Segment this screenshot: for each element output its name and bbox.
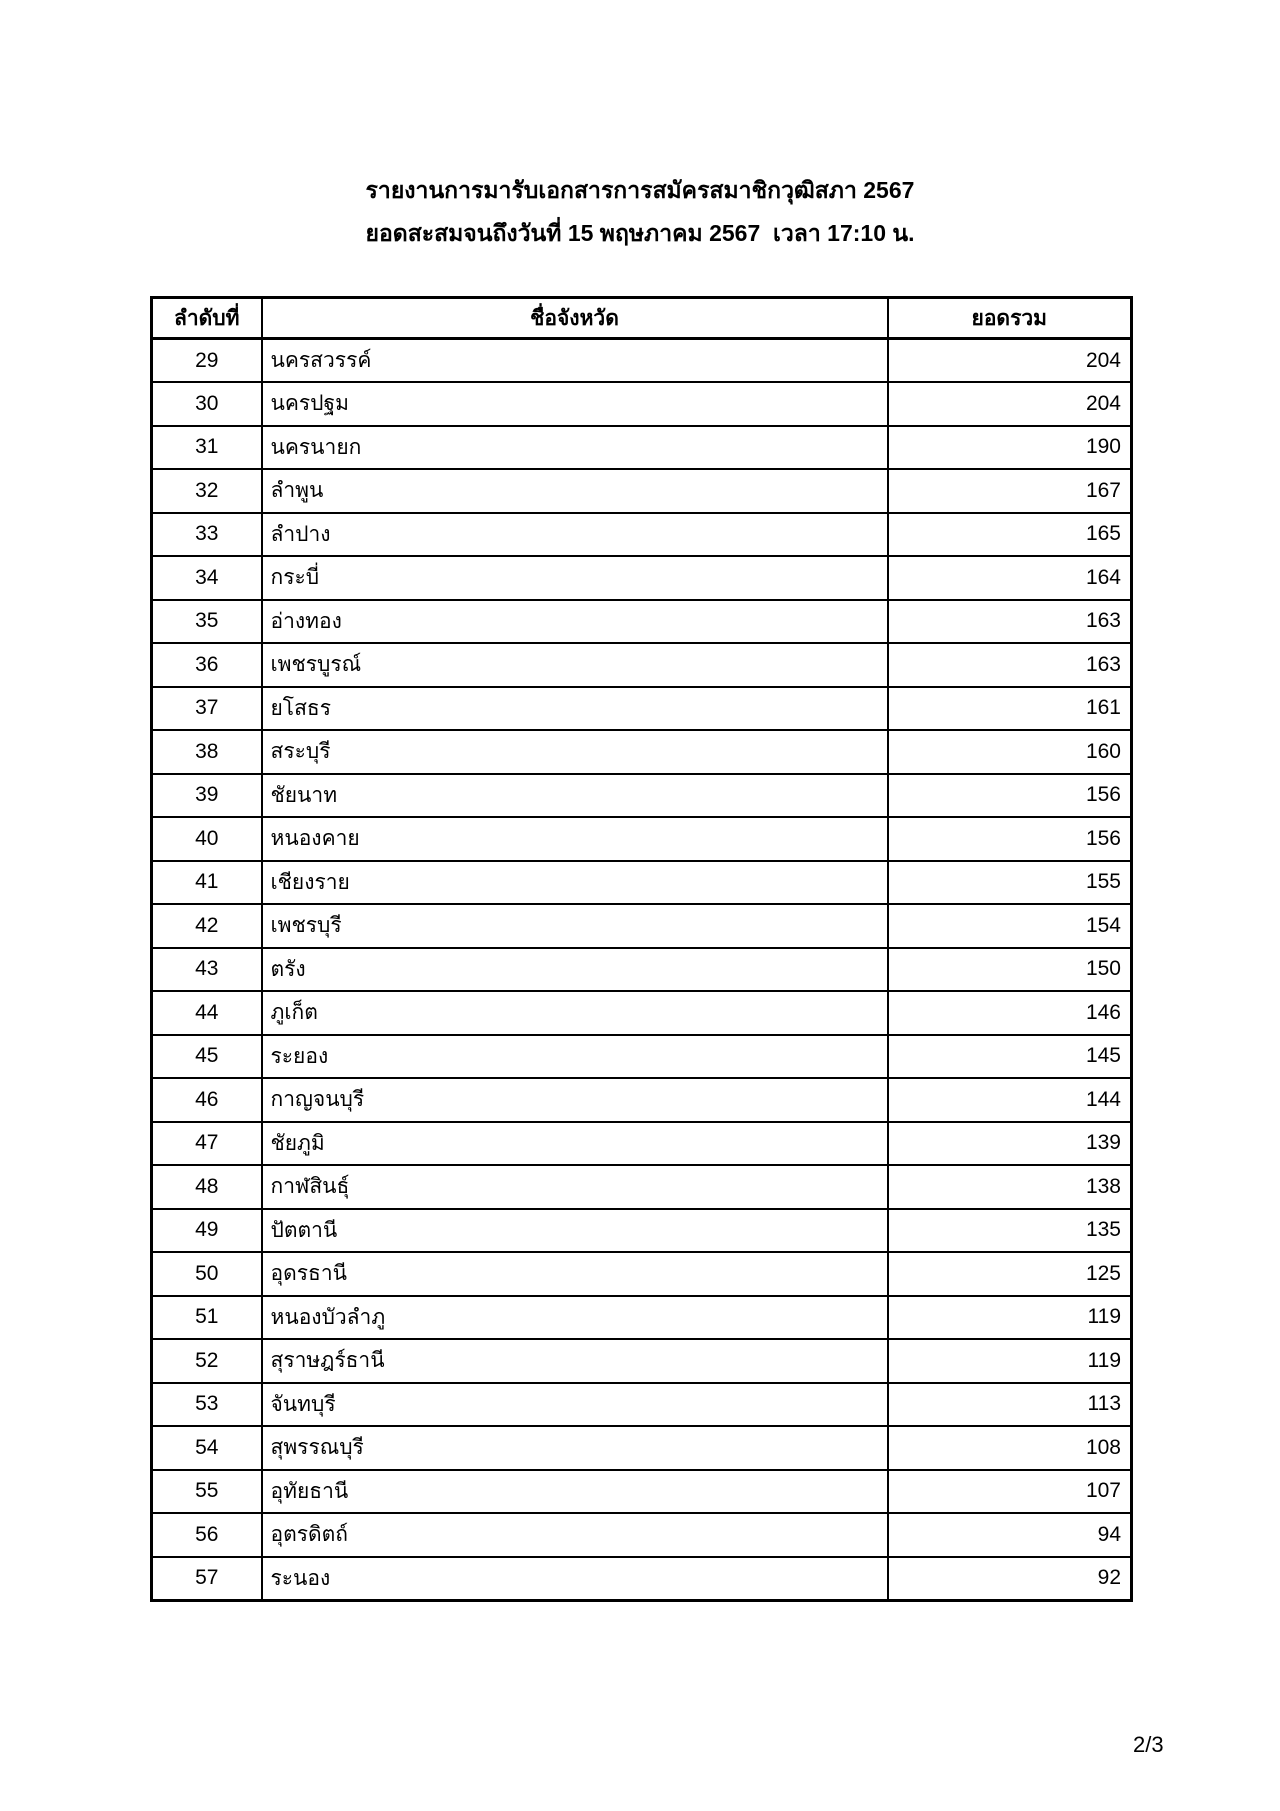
row-province-name-cell: เชียงราย — [262, 861, 888, 905]
row-total-cell: 119 — [888, 1296, 1132, 1340]
row-order-number-cell: 32 — [152, 469, 262, 513]
page-subtitle: ยอดสะสมจนถึงวันที่ 15 พฤษภาคม 2567 เวลา 17:10 น. — [365, 220, 915, 246]
table-row — [152, 1557, 1132, 1601]
row-order-number-cell: 34 — [152, 556, 262, 600]
row-province-name-cell: หนองบัวลำภู — [262, 1296, 888, 1340]
row-order-number-cell: 29 — [152, 339, 262, 383]
row-order-number-cell: 55 — [152, 1470, 262, 1514]
row-total-cell: 167 — [888, 469, 1132, 513]
row-order-number-cell: 30 — [152, 382, 262, 426]
table-row — [152, 469, 1132, 513]
row-order-number-cell: 49 — [152, 1209, 262, 1253]
row-order-number-cell: 41 — [152, 861, 262, 905]
row-order-number-cell: 56 — [152, 1513, 262, 1557]
row-order-number-cell: 31 — [152, 426, 262, 470]
table-row — [152, 339, 1132, 383]
row-order-number-cell: 46 — [152, 1078, 262, 1122]
row-order-number-cell: 57 — [152, 1557, 262, 1601]
row-order-number-cell: 43 — [152, 948, 262, 992]
row-total-cell: 156 — [888, 774, 1132, 818]
table-header-row — [152, 298, 1132, 339]
row-total-cell: 92 — [888, 1557, 1132, 1601]
row-total-cell: 164 — [888, 556, 1132, 600]
row-total-cell: 108 — [888, 1426, 1132, 1470]
table-row — [152, 1209, 1132, 1253]
row-order-number-cell: 39 — [152, 774, 262, 818]
row-total-cell: 204 — [888, 382, 1132, 426]
row-total-cell: 135 — [888, 1209, 1132, 1253]
table-row — [152, 426, 1132, 470]
row-province-name-cell: อุทัยธานี — [262, 1470, 888, 1514]
row-province-name-cell: กาญจนบุรี — [262, 1078, 888, 1122]
row-order-number-cell: 44 — [152, 991, 262, 1035]
row-province-name-cell: ระนอง — [262, 1557, 888, 1601]
table-row — [152, 1252, 1132, 1296]
row-total-cell: 144 — [888, 1078, 1132, 1122]
table-row — [152, 1078, 1132, 1122]
row-province-name-cell: จันทบุรี — [262, 1383, 888, 1427]
row-total-cell: 125 — [888, 1252, 1132, 1296]
row-province-name-cell: เพชรบุรี — [262, 904, 888, 948]
page-number: 2/3 — [1133, 1732, 1164, 1757]
row-total-cell: 163 — [888, 600, 1132, 644]
header-total: ยอดรวม — [888, 298, 1132, 339]
row-province-name-cell: นครปฐม — [262, 382, 888, 426]
table-row — [152, 1035, 1132, 1079]
row-province-name-cell: อุตรดิตถ์ — [262, 1513, 888, 1557]
table-row — [152, 948, 1132, 992]
row-order-number-cell: 47 — [152, 1122, 262, 1166]
row-province-name-cell: นครสวรรค์ — [262, 339, 888, 383]
row-total-cell: 107 — [888, 1470, 1132, 1514]
row-province-name-cell: ลำปาง — [262, 513, 888, 557]
row-order-number-cell: 45 — [152, 1035, 262, 1079]
row-total-cell: 155 — [888, 861, 1132, 905]
row-order-number-cell: 40 — [152, 817, 262, 861]
header-order-number: ลำดับที่ — [152, 298, 262, 339]
row-total-cell: 160 — [888, 730, 1132, 774]
table-row — [152, 904, 1132, 948]
row-total-cell: 119 — [888, 1339, 1132, 1383]
header-province-name: ชื่อจังหวัด — [262, 298, 888, 339]
row-order-number-cell: 33 — [152, 513, 262, 557]
row-order-number-cell: 36 — [152, 643, 262, 687]
row-province-name-cell: ระยอง — [262, 1035, 888, 1079]
row-total-cell: 145 — [888, 1035, 1132, 1079]
row-province-name-cell: ยโสธร — [262, 687, 888, 731]
province-table-body — [152, 339, 1132, 1601]
row-total-cell: 94 — [888, 1513, 1132, 1557]
row-total-cell: 161 — [888, 687, 1132, 731]
row-province-name-cell: เพชรบูรณ์ — [262, 643, 888, 687]
row-province-name-cell: อ่างทอง — [262, 600, 888, 644]
row-order-number-cell: 42 — [152, 904, 262, 948]
row-province-name-cell: ปัตตานี — [262, 1209, 888, 1253]
row-order-number-cell: 53 — [152, 1383, 262, 1427]
table-row — [152, 1296, 1132, 1340]
row-total-cell: 190 — [888, 426, 1132, 470]
table-row — [152, 861, 1132, 905]
table-row — [152, 774, 1132, 818]
row-total-cell: 154 — [888, 904, 1132, 948]
row-order-number-cell: 38 — [152, 730, 262, 774]
row-province-name-cell: สุพรรณบุรี — [262, 1426, 888, 1470]
row-province-name-cell: กระบี่ — [262, 556, 888, 600]
row-province-name-cell: นครนายก — [262, 426, 888, 470]
table-row — [152, 600, 1132, 644]
row-total-cell: 204 — [888, 339, 1132, 383]
table-row — [152, 643, 1132, 687]
table-row — [152, 382, 1132, 426]
row-province-name-cell: ชัยภูมิ — [262, 1122, 888, 1166]
row-total-cell: 113 — [888, 1383, 1132, 1427]
row-province-name-cell: ภูเก็ต — [262, 991, 888, 1035]
table-row — [152, 556, 1132, 600]
row-order-number-cell: 54 — [152, 1426, 262, 1470]
table-row — [152, 687, 1132, 731]
table-row — [152, 730, 1132, 774]
row-province-name-cell: สุราษฎร์ธานี — [262, 1339, 888, 1383]
row-province-name-cell: กาฬสินธุ์ — [262, 1165, 888, 1209]
row-total-cell: 146 — [888, 991, 1132, 1035]
table-row — [152, 1470, 1132, 1514]
row-order-number-cell: 52 — [152, 1339, 262, 1383]
table-row — [152, 1165, 1132, 1209]
table-row — [152, 817, 1132, 861]
province-registration-table — [150, 296, 1133, 1602]
row-total-cell: 150 — [888, 948, 1132, 992]
table-row — [152, 1513, 1132, 1557]
row-total-cell: 165 — [888, 513, 1132, 557]
row-order-number-cell: 35 — [152, 600, 262, 644]
row-order-number-cell: 50 — [152, 1252, 262, 1296]
row-province-name-cell: สระบุรี — [262, 730, 888, 774]
table-row — [152, 991, 1132, 1035]
row-province-name-cell: ลำพูน — [262, 469, 888, 513]
table-row — [152, 1426, 1132, 1470]
row-total-cell: 138 — [888, 1165, 1132, 1209]
page-title: รายงานการมารับเอกสารการสมัครสมาชิกวุฒิสภา 2567 — [365, 177, 915, 203]
row-total-cell: 139 — [888, 1122, 1132, 1166]
row-total-cell: 156 — [888, 817, 1132, 861]
row-province-name-cell: หนองคาย — [262, 817, 888, 861]
table-row — [152, 1383, 1132, 1427]
table-row — [152, 1339, 1132, 1383]
row-province-name-cell: ชัยนาท — [262, 774, 888, 818]
row-order-number-cell: 48 — [152, 1165, 262, 1209]
row-order-number-cell: 37 — [152, 687, 262, 731]
row-province-name-cell: อุดรธานี — [262, 1252, 888, 1296]
row-order-number-cell: 51 — [152, 1296, 262, 1340]
table-row — [152, 513, 1132, 557]
row-province-name-cell: ตรัง — [262, 948, 888, 992]
table-row — [152, 1122, 1132, 1166]
row-total-cell: 163 — [888, 643, 1132, 687]
